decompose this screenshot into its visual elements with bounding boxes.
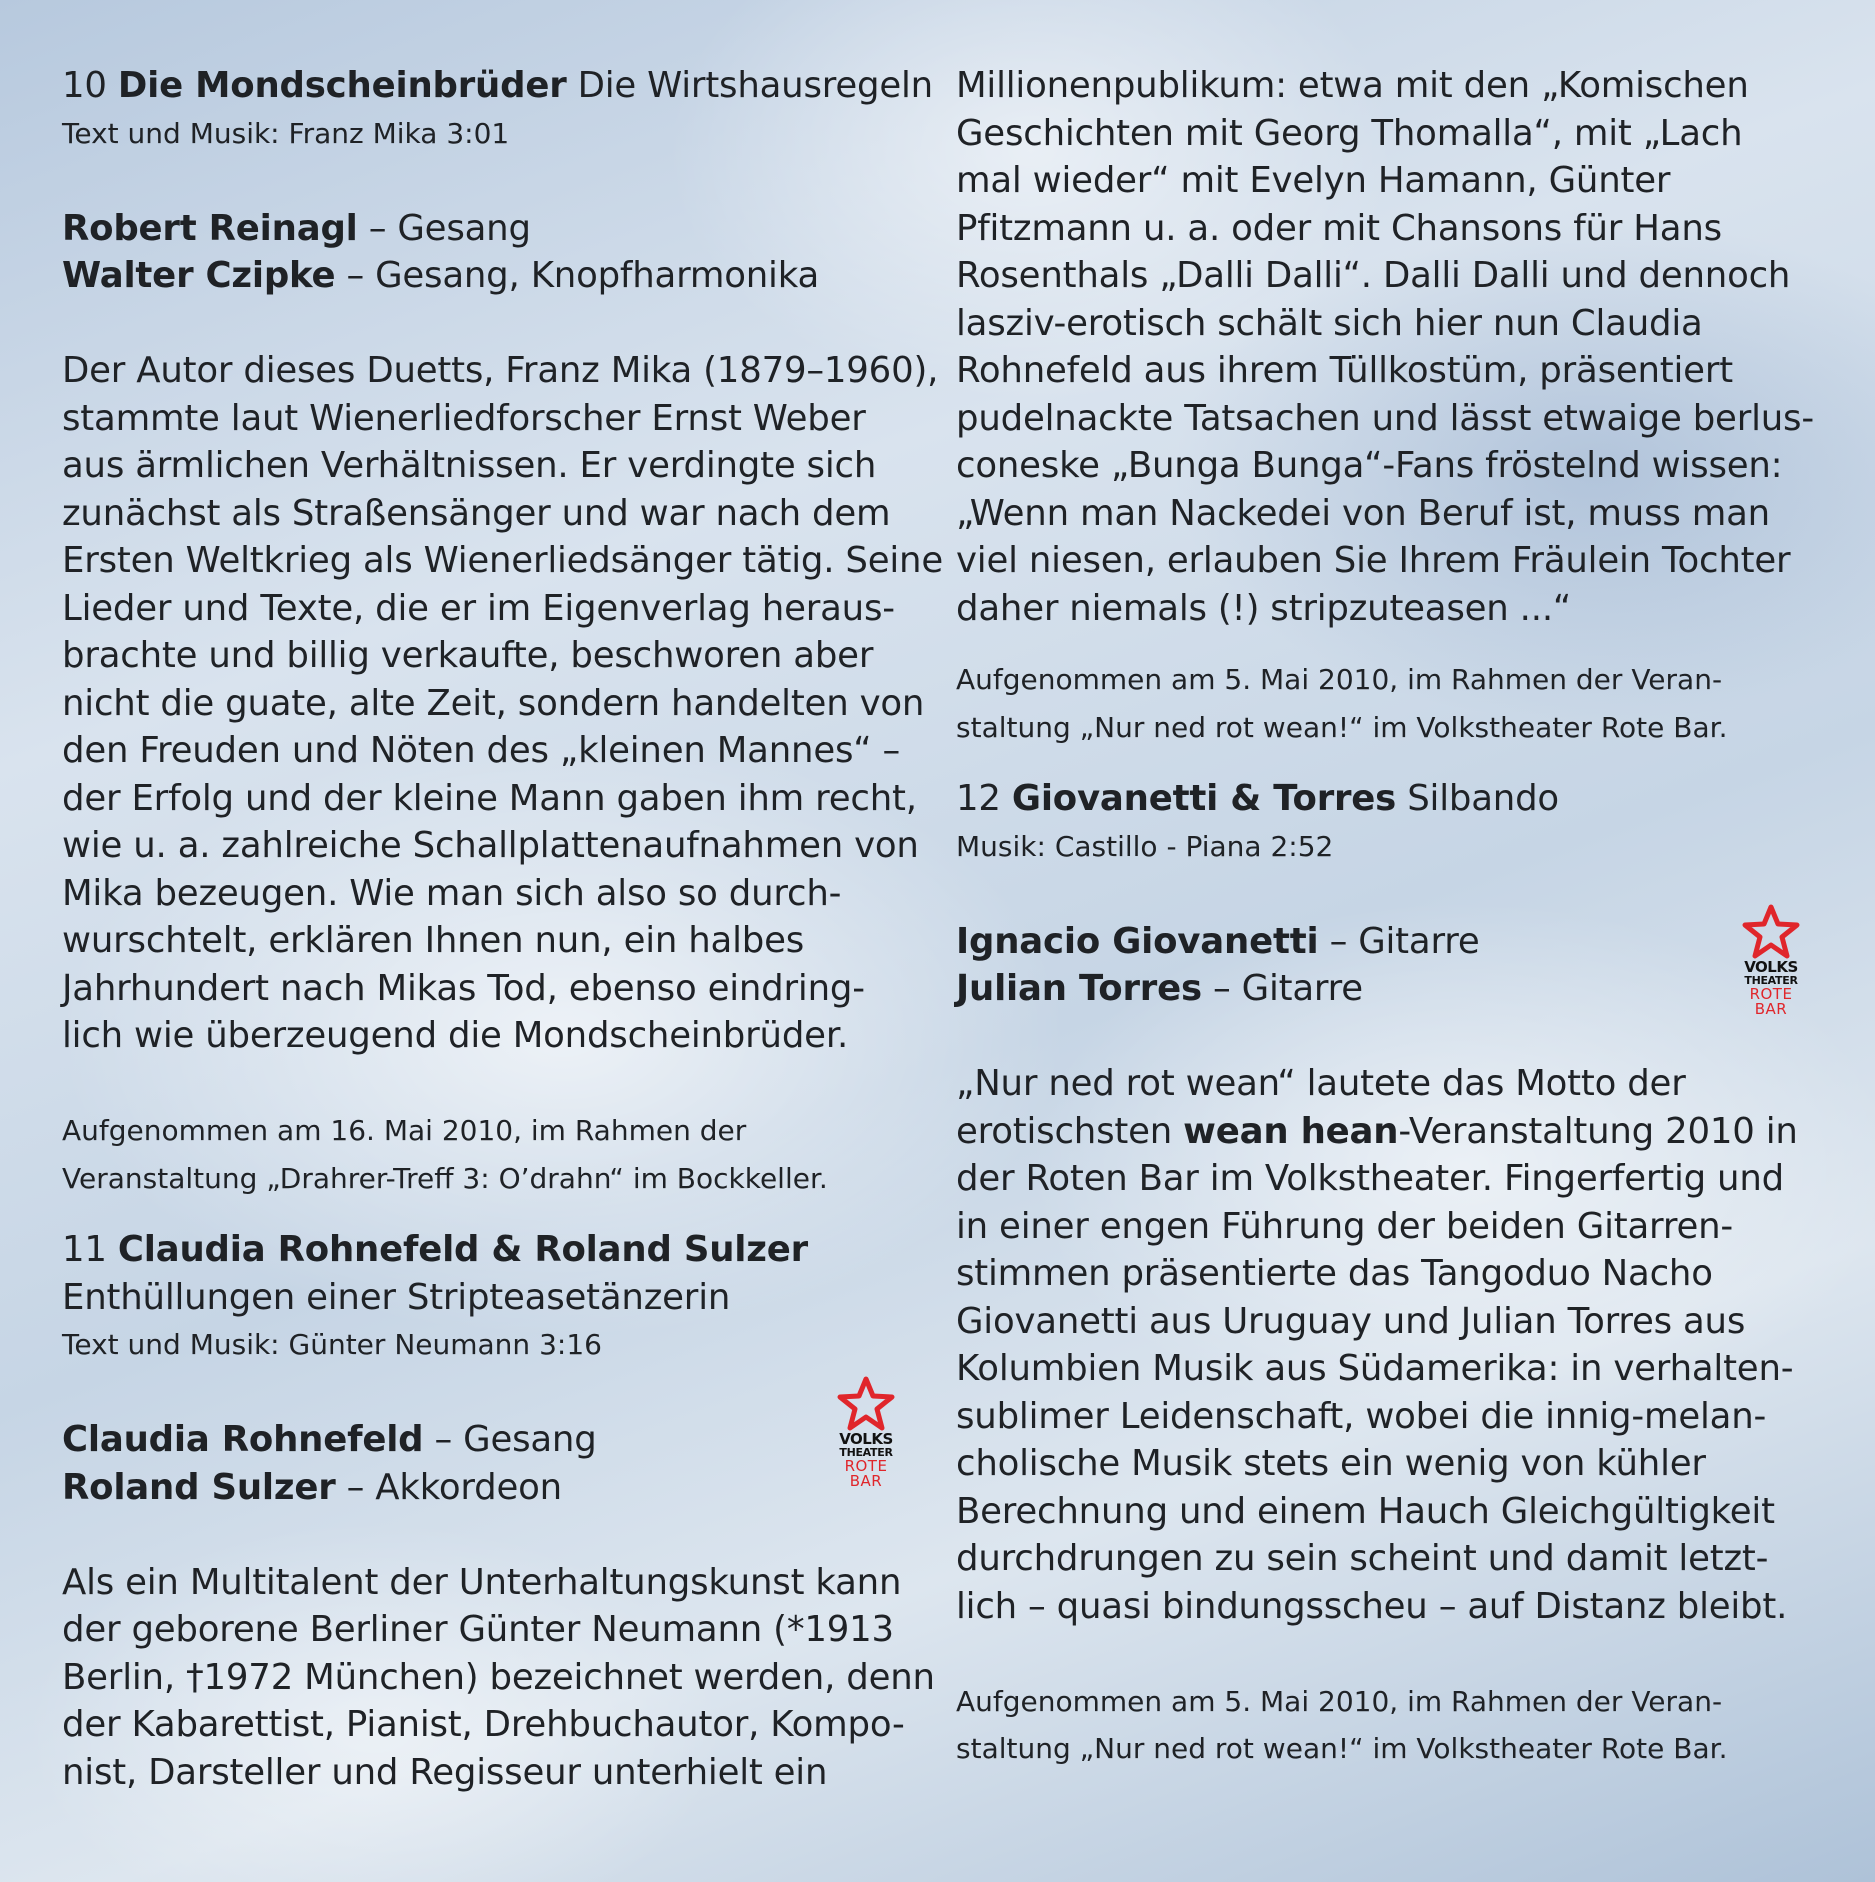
text-line: pudelnackte Tatsachen und lässt etwaige berlus-	[956, 397, 1814, 439]
text-line: Rosenthals „Dalli Dalli“. Dalli Dalli und dennoch	[956, 255, 1791, 296]
text-line: Millionenpublikum: etwa mit den „Komischen	[956, 65, 1749, 106]
text-line: sublimer Leidenschaft, wobei die innig-melan-	[956, 1395, 1767, 1437]
text-line: coneske „Bunga Bunga“-Fans fröstelnd wissen:	[956, 445, 1783, 486]
track-12-artist: Giovanetti & Torres	[1011, 778, 1397, 819]
left-column	[62, 62, 943, 1796]
track-10-recorded: Aufgenommen am 16. Mai 2010, im Rahmen der Veranstaltung „Drahrer-Treff 3: O’drahn“ im Bockkeller.	[62, 1114, 828, 1195]
track-10-heading: 10 Die Mondscheinbrüder Die Wirtshausregeln	[62, 65, 933, 106]
text-line: stammte laut Wienerliedforscher Ernst Weber	[62, 397, 866, 439]
text-line: nist, Darsteller und Regisseur unterhielt ein	[62, 1751, 828, 1793]
star-icon	[836, 1376, 896, 1432]
text-line: daher niemals (!) stripzuteasen ...“	[956, 587, 1572, 629]
volkstheater-rote-bar-logo: VOLKS THEATER ROTE BAR	[830, 1376, 902, 1489]
text-line: der Erfolg und der kleine Mann gaben ihm recht,	[62, 777, 917, 819]
track-10-credits: Text und Musik: Franz Mika 3:01	[62, 116, 510, 150]
text-line: Rohnefeld aus ihrem Tüllkostüm, präsentiert	[956, 350, 1733, 391]
track-11-description-continued	[956, 62, 1826, 632]
text-line: cholische Musik stets ein wenig von kühler	[956, 1443, 1706, 1484]
track-11-title: Enthüllungen einer Stripteasetänzerin	[62, 1276, 731, 1318]
text-line: lasziv-erotisch schält sich hier nun Claudia	[956, 302, 1703, 344]
performer: Ignacio Giovanetti – Gitarre	[956, 920, 1480, 962]
text-line: brachte und billig verkaufte, beschworen aber	[62, 635, 874, 676]
text-line: stimmen präsentierte das Tangoduo Nacho	[956, 1253, 1713, 1294]
text-line: durchdrungen zu sein scheint und damit letzt-	[956, 1538, 1769, 1579]
text-line: wie u. a. zahlreiche Schallplattenaufnahmen von	[62, 825, 919, 866]
text-line: Der Autor dieses Duetts, Franz Mika (1879–1960),	[62, 350, 939, 391]
text-line: lich – quasi bindungsscheu – auf Distanz bleibt.	[956, 1585, 1788, 1627]
track-12-description	[956, 1060, 1826, 1630]
track-10-artist: Die Mondscheinbrüder	[117, 65, 567, 106]
track-12-recorded: Aufgenommen am 5. Mai 2010, im Rahmen der Veran- staltung „Nur ned rot wean!“ im Volkstheater Rote Bar.	[956, 1684, 1728, 1765]
track-12-title: Silbando	[1407, 778, 1559, 819]
text-line: Kolumbien Musik aus Südamerika: in verhalten-	[956, 1348, 1794, 1389]
track-11-heading: 11 Claudia Rohnefeld & Roland Sulzer	[62, 1229, 808, 1270]
track-11-description	[62, 1559, 935, 1797]
performer: Julian Torres – Gitarre	[956, 968, 1363, 1009]
star-icon	[1741, 904, 1801, 960]
text-line: aus ärmlichen Verhältnissen. Er verdingte sich	[62, 445, 877, 486]
text-line: der geborene Berliner Günter Neumann (*1913	[62, 1609, 894, 1650]
right-column	[956, 62, 1826, 1773]
text-line: wurschtelt, erklären Ihnen nun, ein halbes	[62, 920, 805, 961]
performer: Claudia Rohnefeld – Gesang	[62, 1419, 597, 1460]
text-line: Ersten Weltkrieg als Wienerliedsänger tätig. Seine	[62, 540, 943, 581]
text-line: viel niesen, erlauben Sie Ihrem Fräulein Tochter	[956, 540, 1791, 581]
text-line: erotischsten wean hean-Veranstaltung 2010 in	[956, 1110, 1798, 1152]
text-line: Als ein Multitalent der Unterhaltungskunst kann	[62, 1561, 902, 1603]
track-11-recorded: Aufgenommen am 5. Mai 2010, im Rahmen der Veran- staltung „Nur ned rot wean!“ im Volkstheater Rote Bar.	[956, 663, 1728, 744]
text-line: der Kabarettist, Pianist, Drehbuchautor, Kompo-	[62, 1704, 905, 1745]
text-line: lich wie überzeugend die Mondscheinbrüder.	[62, 1015, 849, 1056]
text-line: „Wenn man Nackedei von Beruf ist, muss man	[956, 492, 1770, 534]
text-line: nicht die guate, alte Zeit, sondern handelten von	[62, 682, 925, 724]
text-line: Pfitzmann u. a. oder mit Chansons für Hans	[956, 207, 1722, 249]
volkstheater-rote-bar-logo: VOLKS THEATER ROTE BAR	[1735, 904, 1807, 1017]
text-line: zunächst als Straßensänger und war nach dem	[62, 492, 891, 534]
track-12-heading: 12 Giovanetti & Torres Silbando	[956, 778, 1559, 819]
track-12-credits: Musik: Castillo - Piana 2:52	[956, 829, 1334, 863]
text-line: Berechnung und einem Hauch Gleichgültigkeit	[956, 1490, 1775, 1532]
text-line: Geschichten mit Georg Thomalla“, mit „Lach	[956, 112, 1743, 154]
performer: Walter Czipke – Gesang, Knopfharmonika	[62, 255, 819, 296]
text-line: Jahrhundert nach Mikas Tod, ebenso eindring-	[62, 967, 865, 1009]
track-11-artist: Claudia Rohnefeld & Roland Sulzer	[117, 1229, 808, 1270]
text-line: der Roten Bar im Volkstheater. Fingerfertig und	[956, 1158, 1784, 1199]
text-line: mal wieder“ mit Evelyn Hamann, Günter	[956, 160, 1671, 201]
text-line: den Freuden und Nöten des „kleinen Mannes“ –	[62, 730, 901, 771]
track-11-credits: Text und Musik: Günter Neumann 3:16	[62, 1328, 602, 1361]
track-10-description	[62, 347, 943, 1060]
text-line: Berlin, †1972 München) bezeichnet werden, denn	[62, 1656, 935, 1698]
track-10-title: Die Wirtshausregeln	[577, 65, 933, 106]
text-line: Giovanetti aus Uruguay und Julian Torres aus	[956, 1300, 1746, 1342]
text-line: Mika bezeugen. Wie man sich also so durch-	[62, 872, 842, 914]
performer: Robert Reinagl – Gesang	[62, 207, 531, 249]
text-line: in einer engen Führung der beiden Gitarren-	[956, 1205, 1733, 1247]
performer: Roland Sulzer – Akkordeon	[62, 1466, 562, 1508]
text-line: „Nur ned rot wean“ lautete das Motto der	[956, 1063, 1686, 1104]
text-line: Lieder und Texte, die er im Eigenverlag heraus-	[62, 587, 895, 629]
